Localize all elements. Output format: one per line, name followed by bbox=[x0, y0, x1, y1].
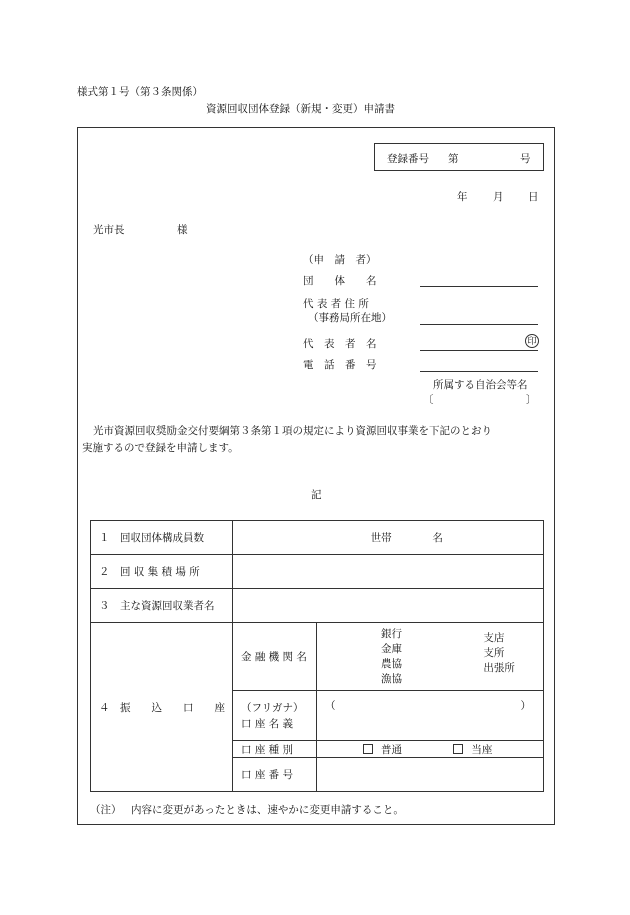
member-count-label: １ 回収団体構成員数 bbox=[91, 521, 233, 555]
note-text: 内容に変更があったときは、速やかに変更申請すること。 bbox=[131, 804, 404, 816]
note-label: （注） bbox=[90, 804, 122, 816]
account-number-label: 口 座 番 号 bbox=[233, 758, 317, 792]
account-holder-label-cell bbox=[233, 691, 317, 741]
institution-type: 農協 bbox=[381, 657, 402, 670]
registration-number-label: 登録番号 bbox=[387, 153, 429, 165]
branch-type: 支店 bbox=[483, 632, 505, 644]
date-month: 月 bbox=[493, 191, 504, 203]
type-current-option[interactable] bbox=[453, 744, 492, 756]
form-number: 様式第１号（第３条関係） bbox=[77, 86, 203, 98]
registration-number-suffix: 号 bbox=[520, 153, 531, 165]
type-current-label: 当座 bbox=[471, 743, 493, 756]
date-day: 日 bbox=[528, 191, 539, 203]
group-name-label: 団 体 名 bbox=[303, 275, 377, 287]
transfer-account-label: ４ 振 込 口 座 bbox=[91, 623, 233, 792]
group-name-line[interactable] bbox=[420, 286, 538, 287]
addressee-honorific: 様 bbox=[177, 224, 188, 236]
address-line[interactable] bbox=[420, 324, 538, 325]
kana-label: （フリガナ） bbox=[241, 701, 304, 714]
paren-open: （ bbox=[325, 700, 336, 712]
account-number-cell[interactable] bbox=[317, 758, 544, 792]
institution-types bbox=[381, 627, 402, 687]
collection-site-label: ２ 回 収 集 積 場 所 bbox=[91, 555, 233, 589]
collection-site-cell[interactable] bbox=[233, 555, 544, 589]
representative-line[interactable] bbox=[420, 350, 538, 351]
recycler-name-cell[interactable] bbox=[233, 589, 544, 623]
table-row bbox=[91, 555, 544, 589]
paren-close: ） bbox=[520, 700, 531, 712]
phone-label: 電 話 番 号 bbox=[303, 359, 377, 371]
table-row bbox=[91, 589, 544, 623]
type-ordinary-option[interactable] bbox=[363, 744, 402, 756]
details-table bbox=[90, 520, 544, 792]
institution-type: 金庫 bbox=[381, 642, 402, 655]
account-holder-cell[interactable] bbox=[317, 691, 544, 741]
institution-type: 銀行 bbox=[381, 627, 402, 640]
form-title: 資源回収団体登録（新規・変更）申請書 bbox=[206, 103, 395, 115]
address-label: 代 表 者 住 所 bbox=[303, 298, 369, 310]
association-bracket-close: 〕 bbox=[526, 394, 537, 406]
phone-line[interactable] bbox=[420, 371, 538, 372]
branch-types bbox=[483, 631, 515, 676]
body-line-2: 実施するので登録を申請します。 bbox=[82, 442, 239, 454]
branch-type: 支所 bbox=[483, 647, 505, 659]
representative-label: 代 表 者 名 bbox=[303, 338, 377, 350]
financial-institution-label: 金 融 機 関 名 bbox=[233, 623, 317, 691]
households-unit: 世帯 bbox=[370, 532, 392, 544]
recycler-name-label: ３ 主な資源回収業者名 bbox=[91, 589, 233, 623]
applicant-heading: （申 請 者） bbox=[303, 254, 377, 266]
institution-type: 漁協 bbox=[381, 672, 402, 685]
seal-mark: 印 bbox=[525, 334, 539, 348]
account-type-label: 口 座 種 別 bbox=[233, 741, 317, 758]
date-year: 年 bbox=[457, 191, 468, 203]
table-row bbox=[91, 623, 544, 691]
account-holder-label: 口 座 名 義 bbox=[241, 717, 294, 730]
association-label: 所属する自治会等名 bbox=[433, 379, 528, 391]
ki-heading: 記 bbox=[311, 489, 322, 501]
type-ordinary-label: 普通 bbox=[381, 743, 402, 756]
checkbox-icon[interactable] bbox=[453, 744, 463, 754]
financial-institution-cell[interactable] bbox=[317, 623, 544, 691]
checkbox-icon[interactable] bbox=[363, 744, 373, 754]
addressee-name: 光市長 bbox=[93, 224, 125, 236]
member-count-cell[interactable] bbox=[233, 521, 544, 555]
persons-unit: 名 bbox=[432, 532, 443, 544]
table-row bbox=[91, 521, 544, 555]
branch-type: 出張所 bbox=[483, 662, 515, 674]
office-address-label: （事務局所在地） bbox=[308, 312, 392, 324]
account-type-cell bbox=[317, 741, 544, 758]
association-bracket-open: 〔 bbox=[423, 394, 434, 406]
registration-number-prefix: 第 bbox=[448, 153, 459, 165]
body-line-1: 光市資源回収奨励金交付要綱第３条第１項の規定により資源回収事業を下記のとおり bbox=[93, 425, 492, 437]
